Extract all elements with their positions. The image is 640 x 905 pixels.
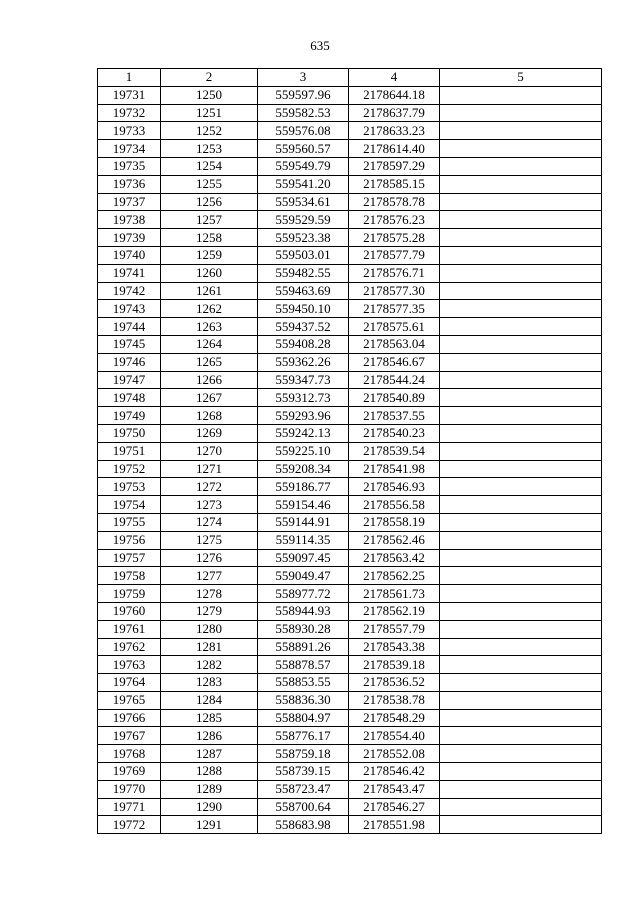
table-row bbox=[98, 140, 602, 158]
point-number-cell: 1290 bbox=[161, 798, 258, 816]
point-id-cell: 19772 bbox=[98, 816, 161, 834]
point-id-cell: 19771 bbox=[98, 798, 161, 816]
table-row bbox=[98, 763, 602, 781]
table-row bbox=[98, 460, 602, 478]
table-row bbox=[98, 531, 602, 549]
point-id-cell: 19741 bbox=[98, 264, 161, 282]
point-id-cell: 19754 bbox=[98, 496, 161, 514]
table-row bbox=[98, 674, 602, 692]
x-coordinate-cell: 559576.08 bbox=[258, 122, 349, 140]
x-coordinate-cell: 559186.77 bbox=[258, 478, 349, 496]
header-row bbox=[98, 69, 602, 87]
table-row bbox=[98, 513, 602, 531]
note-cell bbox=[440, 300, 602, 318]
point-id-cell: 19736 bbox=[98, 175, 161, 193]
y-coordinate-cell: 2178577.79 bbox=[349, 246, 440, 264]
x-coordinate-cell: 558891.26 bbox=[258, 638, 349, 656]
x-coordinate-cell: 559242.13 bbox=[258, 424, 349, 442]
point-number-cell: 1278 bbox=[161, 585, 258, 603]
note-cell bbox=[440, 691, 602, 709]
y-coordinate-cell: 2178557.79 bbox=[349, 620, 440, 638]
note-cell bbox=[440, 674, 602, 692]
x-coordinate-cell: 558944.93 bbox=[258, 602, 349, 620]
column-header-5: 5 bbox=[440, 69, 602, 87]
note-cell bbox=[440, 442, 602, 460]
point-number-cell: 1258 bbox=[161, 229, 258, 247]
x-coordinate-cell: 558878.57 bbox=[258, 656, 349, 674]
note-cell bbox=[440, 745, 602, 763]
x-coordinate-cell: 559347.73 bbox=[258, 371, 349, 389]
note-cell bbox=[440, 211, 602, 229]
point-id-cell: 19756 bbox=[98, 531, 161, 549]
note-cell bbox=[440, 104, 602, 122]
point-id-cell: 19769 bbox=[98, 763, 161, 781]
point-id-cell: 19757 bbox=[98, 549, 161, 567]
y-coordinate-cell: 2178540.89 bbox=[349, 389, 440, 407]
point-id-cell: 19739 bbox=[98, 229, 161, 247]
y-coordinate-cell: 2178537.55 bbox=[349, 407, 440, 425]
note-cell bbox=[440, 727, 602, 745]
table-row bbox=[98, 229, 602, 247]
table-row bbox=[98, 549, 602, 567]
point-number-cell: 1270 bbox=[161, 442, 258, 460]
point-number-cell: 1279 bbox=[161, 602, 258, 620]
y-coordinate-cell: 2178562.46 bbox=[349, 531, 440, 549]
point-number-cell: 1286 bbox=[161, 727, 258, 745]
point-number-cell: 1253 bbox=[161, 140, 258, 158]
table-row bbox=[98, 389, 602, 407]
note-cell bbox=[440, 424, 602, 442]
x-coordinate-cell: 559549.79 bbox=[258, 157, 349, 175]
note-cell bbox=[440, 389, 602, 407]
y-coordinate-cell: 2178578.78 bbox=[349, 193, 440, 211]
x-coordinate-cell: 558700.64 bbox=[258, 798, 349, 816]
note-cell bbox=[440, 335, 602, 353]
point-id-cell: 19747 bbox=[98, 371, 161, 389]
point-id-cell: 19762 bbox=[98, 638, 161, 656]
note-cell bbox=[440, 282, 602, 300]
y-coordinate-cell: 2178536.52 bbox=[349, 674, 440, 692]
y-coordinate-cell: 2178551.98 bbox=[349, 816, 440, 834]
x-coordinate-cell: 559225.10 bbox=[258, 442, 349, 460]
table-row bbox=[98, 585, 602, 603]
table-row bbox=[98, 211, 602, 229]
x-coordinate-cell: 559560.57 bbox=[258, 140, 349, 158]
table-row bbox=[98, 407, 602, 425]
point-number-cell: 1282 bbox=[161, 656, 258, 674]
note-cell bbox=[440, 585, 602, 603]
table-row bbox=[98, 567, 602, 585]
point-number-cell: 1256 bbox=[161, 193, 258, 211]
point-number-cell: 1267 bbox=[161, 389, 258, 407]
y-coordinate-cell: 2178614.40 bbox=[349, 140, 440, 158]
column-header-2: 2 bbox=[161, 69, 258, 87]
note-cell bbox=[440, 531, 602, 549]
table-row bbox=[98, 602, 602, 620]
table-row bbox=[98, 157, 602, 175]
x-coordinate-cell: 559437.52 bbox=[258, 318, 349, 336]
y-coordinate-cell: 2178577.35 bbox=[349, 300, 440, 318]
note-cell bbox=[440, 122, 602, 140]
point-id-cell: 19746 bbox=[98, 353, 161, 371]
y-coordinate-cell: 2178563.04 bbox=[349, 335, 440, 353]
point-number-cell: 1283 bbox=[161, 674, 258, 692]
point-id-cell: 19766 bbox=[98, 709, 161, 727]
y-coordinate-cell: 2178585.15 bbox=[349, 175, 440, 193]
table-row bbox=[98, 656, 602, 674]
y-coordinate-cell: 2178561.73 bbox=[349, 585, 440, 603]
y-coordinate-cell: 2178543.38 bbox=[349, 638, 440, 656]
x-coordinate-cell: 559097.45 bbox=[258, 549, 349, 567]
point-number-cell: 1269 bbox=[161, 424, 258, 442]
y-coordinate-cell: 2178637.79 bbox=[349, 104, 440, 122]
point-id-cell: 19767 bbox=[98, 727, 161, 745]
x-coordinate-cell: 559293.96 bbox=[258, 407, 349, 425]
note-cell bbox=[440, 86, 602, 104]
table-header bbox=[98, 69, 602, 87]
table-row bbox=[98, 335, 602, 353]
y-coordinate-cell: 2178543.47 bbox=[349, 780, 440, 798]
x-coordinate-cell: 558853.55 bbox=[258, 674, 349, 692]
point-number-cell: 1265 bbox=[161, 353, 258, 371]
table-row bbox=[98, 442, 602, 460]
point-number-cell: 1263 bbox=[161, 318, 258, 336]
note-cell bbox=[440, 549, 602, 567]
point-id-cell: 19758 bbox=[98, 567, 161, 585]
point-number-cell: 1273 bbox=[161, 496, 258, 514]
point-id-cell: 19752 bbox=[98, 460, 161, 478]
note-cell bbox=[440, 567, 602, 585]
y-coordinate-cell: 2178563.42 bbox=[349, 549, 440, 567]
table-row bbox=[98, 122, 602, 140]
point-id-cell: 19751 bbox=[98, 442, 161, 460]
point-number-cell: 1264 bbox=[161, 335, 258, 353]
y-coordinate-cell: 2178562.25 bbox=[349, 567, 440, 585]
x-coordinate-cell: 559482.55 bbox=[258, 264, 349, 282]
y-coordinate-cell: 2178558.19 bbox=[349, 513, 440, 531]
note-cell bbox=[440, 816, 602, 834]
point-number-cell: 1284 bbox=[161, 691, 258, 709]
point-id-cell: 19759 bbox=[98, 585, 161, 603]
point-number-cell: 1251 bbox=[161, 104, 258, 122]
y-coordinate-cell: 2178577.30 bbox=[349, 282, 440, 300]
point-id-cell: 19737 bbox=[98, 193, 161, 211]
y-coordinate-cell: 2178540.23 bbox=[349, 424, 440, 442]
point-id-cell: 19740 bbox=[98, 246, 161, 264]
point-number-cell: 1276 bbox=[161, 549, 258, 567]
point-id-cell: 19733 bbox=[98, 122, 161, 140]
x-coordinate-cell: 558930.28 bbox=[258, 620, 349, 638]
table-row bbox=[98, 300, 602, 318]
table-row bbox=[98, 745, 602, 763]
table-row bbox=[98, 175, 602, 193]
point-id-cell: 19768 bbox=[98, 745, 161, 763]
table-body bbox=[98, 86, 602, 833]
x-coordinate-cell: 558977.72 bbox=[258, 585, 349, 603]
table-row bbox=[98, 104, 602, 122]
x-coordinate-cell: 559541.20 bbox=[258, 175, 349, 193]
point-id-cell: 19750 bbox=[98, 424, 161, 442]
point-id-cell: 19761 bbox=[98, 620, 161, 638]
point-id-cell: 19745 bbox=[98, 335, 161, 353]
y-coordinate-cell: 2178546.93 bbox=[349, 478, 440, 496]
note-cell bbox=[440, 371, 602, 389]
x-coordinate-cell: 559408.28 bbox=[258, 335, 349, 353]
point-number-cell: 1271 bbox=[161, 460, 258, 478]
x-coordinate-cell: 559463.69 bbox=[258, 282, 349, 300]
x-coordinate-cell: 559582.53 bbox=[258, 104, 349, 122]
point-id-cell: 19765 bbox=[98, 691, 161, 709]
point-number-cell: 1250 bbox=[161, 86, 258, 104]
x-coordinate-cell: 558776.17 bbox=[258, 727, 349, 745]
x-coordinate-cell: 558683.98 bbox=[258, 816, 349, 834]
x-coordinate-cell: 558739.15 bbox=[258, 763, 349, 781]
y-coordinate-cell: 2178575.61 bbox=[349, 318, 440, 336]
x-coordinate-cell: 558836.30 bbox=[258, 691, 349, 709]
x-coordinate-cell: 559114.35 bbox=[258, 531, 349, 549]
table-row bbox=[98, 318, 602, 336]
point-number-cell: 1257 bbox=[161, 211, 258, 229]
x-coordinate-cell: 559312.73 bbox=[258, 389, 349, 407]
point-number-cell: 1274 bbox=[161, 513, 258, 531]
note-cell bbox=[440, 763, 602, 781]
point-number-cell: 1252 bbox=[161, 122, 258, 140]
y-coordinate-cell: 2178554.40 bbox=[349, 727, 440, 745]
x-coordinate-cell: 559529.59 bbox=[258, 211, 349, 229]
y-coordinate-cell: 2178544.24 bbox=[349, 371, 440, 389]
point-number-cell: 1291 bbox=[161, 816, 258, 834]
point-id-cell: 19743 bbox=[98, 300, 161, 318]
x-coordinate-cell: 559597.96 bbox=[258, 86, 349, 104]
point-number-cell: 1287 bbox=[161, 745, 258, 763]
x-coordinate-cell: 559523.38 bbox=[258, 229, 349, 247]
y-coordinate-cell: 2178552.08 bbox=[349, 745, 440, 763]
point-id-cell: 19770 bbox=[98, 780, 161, 798]
note-cell bbox=[440, 638, 602, 656]
point-id-cell: 19731 bbox=[98, 86, 161, 104]
y-coordinate-cell: 2178538.78 bbox=[349, 691, 440, 709]
point-number-cell: 1262 bbox=[161, 300, 258, 318]
table-row bbox=[98, 798, 602, 816]
x-coordinate-cell: 558723.47 bbox=[258, 780, 349, 798]
y-coordinate-cell: 2178576.23 bbox=[349, 211, 440, 229]
table-row bbox=[98, 424, 602, 442]
point-number-cell: 1288 bbox=[161, 763, 258, 781]
note-cell bbox=[440, 175, 602, 193]
point-id-cell: 19764 bbox=[98, 674, 161, 692]
point-number-cell: 1255 bbox=[161, 175, 258, 193]
y-coordinate-cell: 2178633.23 bbox=[349, 122, 440, 140]
note-cell bbox=[440, 478, 602, 496]
y-coordinate-cell: 2178597.29 bbox=[349, 157, 440, 175]
point-number-cell: 1289 bbox=[161, 780, 258, 798]
point-number-cell: 1277 bbox=[161, 567, 258, 585]
y-coordinate-cell: 2178541.98 bbox=[349, 460, 440, 478]
point-id-cell: 19763 bbox=[98, 656, 161, 674]
note-cell bbox=[440, 798, 602, 816]
note-cell bbox=[440, 513, 602, 531]
x-coordinate-cell: 559144.91 bbox=[258, 513, 349, 531]
point-id-cell: 19734 bbox=[98, 140, 161, 158]
x-coordinate-cell: 559450.10 bbox=[258, 300, 349, 318]
point-number-cell: 1280 bbox=[161, 620, 258, 638]
note-cell bbox=[440, 140, 602, 158]
x-coordinate-cell: 558804.97 bbox=[258, 709, 349, 727]
point-id-cell: 19755 bbox=[98, 513, 161, 531]
table-row bbox=[98, 780, 602, 798]
y-coordinate-cell: 2178644.18 bbox=[349, 86, 440, 104]
point-id-cell: 19749 bbox=[98, 407, 161, 425]
table-row bbox=[98, 691, 602, 709]
point-number-cell: 1281 bbox=[161, 638, 258, 656]
x-coordinate-cell: 559534.61 bbox=[258, 193, 349, 211]
note-cell bbox=[440, 193, 602, 211]
note-cell bbox=[440, 407, 602, 425]
point-number-cell: 1275 bbox=[161, 531, 258, 549]
y-coordinate-cell: 2178562.19 bbox=[349, 602, 440, 620]
y-coordinate-cell: 2178546.42 bbox=[349, 763, 440, 781]
point-number-cell: 1259 bbox=[161, 246, 258, 264]
coordinates-table bbox=[97, 68, 602, 834]
table-row bbox=[98, 620, 602, 638]
table-row bbox=[98, 478, 602, 496]
x-coordinate-cell: 558759.18 bbox=[258, 745, 349, 763]
y-coordinate-cell: 2178546.67 bbox=[349, 353, 440, 371]
x-coordinate-cell: 559208.34 bbox=[258, 460, 349, 478]
table-row bbox=[98, 353, 602, 371]
y-coordinate-cell: 2178575.28 bbox=[349, 229, 440, 247]
table-row bbox=[98, 246, 602, 264]
table-row bbox=[98, 709, 602, 727]
note-cell bbox=[440, 460, 602, 478]
note-cell bbox=[440, 656, 602, 674]
point-id-cell: 19735 bbox=[98, 157, 161, 175]
column-header-3: 3 bbox=[258, 69, 349, 87]
table-row bbox=[98, 371, 602, 389]
page-number: 635 bbox=[310, 38, 330, 53]
x-coordinate-cell: 559503.01 bbox=[258, 246, 349, 264]
y-coordinate-cell: 2178539.54 bbox=[349, 442, 440, 460]
point-number-cell: 1268 bbox=[161, 407, 258, 425]
point-id-cell: 19738 bbox=[98, 211, 161, 229]
column-header-4: 4 bbox=[349, 69, 440, 87]
table-row bbox=[98, 86, 602, 104]
note-cell bbox=[440, 709, 602, 727]
column-header-1: 1 bbox=[98, 69, 161, 87]
point-id-cell: 19732 bbox=[98, 104, 161, 122]
point-id-cell: 19760 bbox=[98, 602, 161, 620]
x-coordinate-cell: 559049.47 bbox=[258, 567, 349, 585]
point-number-cell: 1266 bbox=[161, 371, 258, 389]
table-row bbox=[98, 727, 602, 745]
note-cell bbox=[440, 229, 602, 247]
x-coordinate-cell: 559362.26 bbox=[258, 353, 349, 371]
table-row bbox=[98, 282, 602, 300]
note-cell bbox=[440, 246, 602, 264]
point-number-cell: 1254 bbox=[161, 157, 258, 175]
note-cell bbox=[440, 780, 602, 798]
note-cell bbox=[440, 264, 602, 282]
table-row bbox=[98, 816, 602, 834]
table-row bbox=[98, 496, 602, 514]
x-coordinate-cell: 559154.46 bbox=[258, 496, 349, 514]
point-number-cell: 1272 bbox=[161, 478, 258, 496]
note-cell bbox=[440, 620, 602, 638]
point-id-cell: 19744 bbox=[98, 318, 161, 336]
point-id-cell: 19748 bbox=[98, 389, 161, 407]
point-number-cell: 1261 bbox=[161, 282, 258, 300]
note-cell bbox=[440, 496, 602, 514]
point-number-cell: 1285 bbox=[161, 709, 258, 727]
point-id-cell: 19742 bbox=[98, 282, 161, 300]
y-coordinate-cell: 2178556.58 bbox=[349, 496, 440, 514]
y-coordinate-cell: 2178576.71 bbox=[349, 264, 440, 282]
table-row bbox=[98, 638, 602, 656]
y-coordinate-cell: 2178548.29 bbox=[349, 709, 440, 727]
point-number-cell: 1260 bbox=[161, 264, 258, 282]
y-coordinate-cell: 2178539.18 bbox=[349, 656, 440, 674]
point-id-cell: 19753 bbox=[98, 478, 161, 496]
table-row bbox=[98, 264, 602, 282]
y-coordinate-cell: 2178546.27 bbox=[349, 798, 440, 816]
note-cell bbox=[440, 602, 602, 620]
table-row bbox=[98, 193, 602, 211]
note-cell bbox=[440, 353, 602, 371]
note-cell bbox=[440, 157, 602, 175]
note-cell bbox=[440, 318, 602, 336]
